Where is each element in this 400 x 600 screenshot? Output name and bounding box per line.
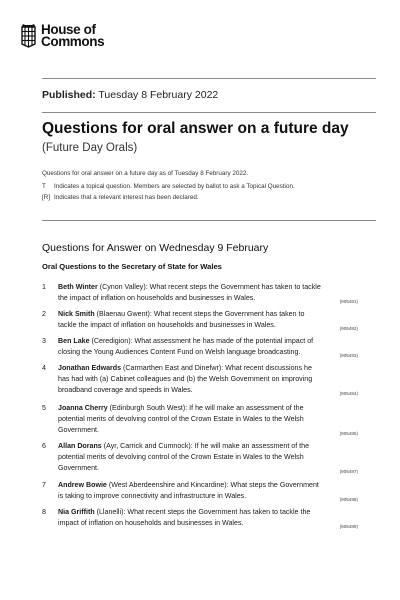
question-text: (Ceredigion): What assessment he has made of the potential impact of: [89, 337, 314, 345]
published-label: Published:: [42, 89, 96, 101]
question-text: closing the Young Audiences Content Fund on Welsh language broadcasting.: [58, 347, 301, 356]
question-reference: (905482): [339, 326, 358, 331]
question-number: 6: [42, 442, 46, 450]
subsection-heading: Oral Questions to the Secretary of State for Wales: [42, 262, 222, 271]
legend-item: [42, 183, 295, 190]
question-text: potential merits of devolving control of the Crown Estate in Wales to the Welsh: [58, 414, 304, 423]
question-reference: (905488): [339, 497, 358, 502]
question-text: (Cynon Valley): What recent steps the Government has taken to tackle: [97, 283, 321, 291]
question-text: impact of inflation on households and businesses in Wales.: [58, 518, 244, 527]
question-text: (Carmarthen East and Dinefwr): What recent discussions he: [121, 364, 312, 372]
divider: [42, 220, 376, 221]
divider: [42, 78, 376, 79]
question-text: broadband coverage and speeds in Wales.: [58, 385, 193, 394]
question-member: Allan Dorans: [58, 442, 102, 450]
question-reference: (905484): [339, 391, 358, 396]
question-text: (Llanelli): What recent steps the Government has taken to tackle the: [94, 508, 311, 516]
question-reference: (905485): [339, 431, 358, 436]
legend-key: [R]: [42, 194, 51, 201]
question-member: Jonathan Edwards: [58, 364, 122, 372]
question-member: Nick Smith: [58, 310, 95, 318]
legend-text: Indicates a topical question. Members are selected by ballot to ask a Topical Question.: [54, 183, 295, 190]
question-text: Government.: [58, 425, 100, 434]
question-member: Beth Winter: [58, 283, 98, 291]
question-number: 5: [42, 404, 46, 412]
logo-line-1: House of: [41, 22, 96, 37]
portcullis-icon: [20, 24, 37, 48]
section-heading: Questions for Answer on Wednesday 9 February: [42, 242, 269, 254]
question-number: 7: [42, 481, 46, 489]
intro-text: Questions for oral answer on a future day as of Tuesday 8 February 2022.: [42, 170, 249, 177]
question-number: 4: [42, 364, 46, 372]
published-line: [42, 89, 218, 101]
question-member: Ben Lake: [58, 337, 90, 345]
question-member: Nia Griffith: [58, 508, 95, 516]
published-date: Tuesday 8 February 2022: [98, 89, 219, 101]
question-number: 1: [42, 283, 46, 291]
question-text: has had with (a) Cabinet colleagues and (b) the Welsh Government on improving: [58, 374, 313, 383]
legend-text: Indicates that a relevant interest has been declared.: [54, 194, 199, 201]
legend-key: T: [42, 183, 46, 190]
question-text: (Ayr, Carrick and Cumnock): If he will make an assessment of the: [101, 442, 310, 450]
question-text: (West Aberdeenshire and Kincardine): What steps the Government: [106, 481, 319, 489]
question-text: potential merits of devolving control of the Crown Estate in Wales to the Welsh: [58, 452, 304, 461]
question-reference: (905481): [339, 299, 358, 304]
question-text: the impact of inflation on households and businesses in Wales.: [58, 293, 256, 302]
logo-line-2: Commons: [41, 34, 105, 49]
legend-item: [42, 194, 199, 201]
question-reference: (905483): [339, 353, 358, 358]
divider: [42, 112, 376, 113]
question-text: (Blaenau Gwent): What recent steps the Government has taken to: [94, 310, 305, 318]
question-number: 2: [42, 310, 46, 318]
question-reference: (905487): [339, 469, 358, 474]
house-of-commons-logo: [20, 24, 104, 48]
page-subtitle: (Future Day Orals): [42, 142, 138, 154]
question-text: is taking to improve connectivity and infrastructure in Wales.: [58, 491, 247, 500]
question-number: 3: [42, 337, 46, 345]
question-text: tackle the impact of inflation on households and businesses in Wales.: [58, 320, 276, 329]
question-member: Joanna Cherry: [58, 404, 108, 412]
question-text: Government.: [58, 463, 100, 472]
question-text: (Edinburgh South West): If he will make an assessment of the: [107, 404, 304, 412]
question-number: 8: [42, 508, 46, 516]
question-reference: (905489): [339, 524, 358, 529]
page-title: Questions for oral answer on a future day: [42, 120, 349, 137]
question-member: Andrew Bowie: [58, 481, 107, 489]
